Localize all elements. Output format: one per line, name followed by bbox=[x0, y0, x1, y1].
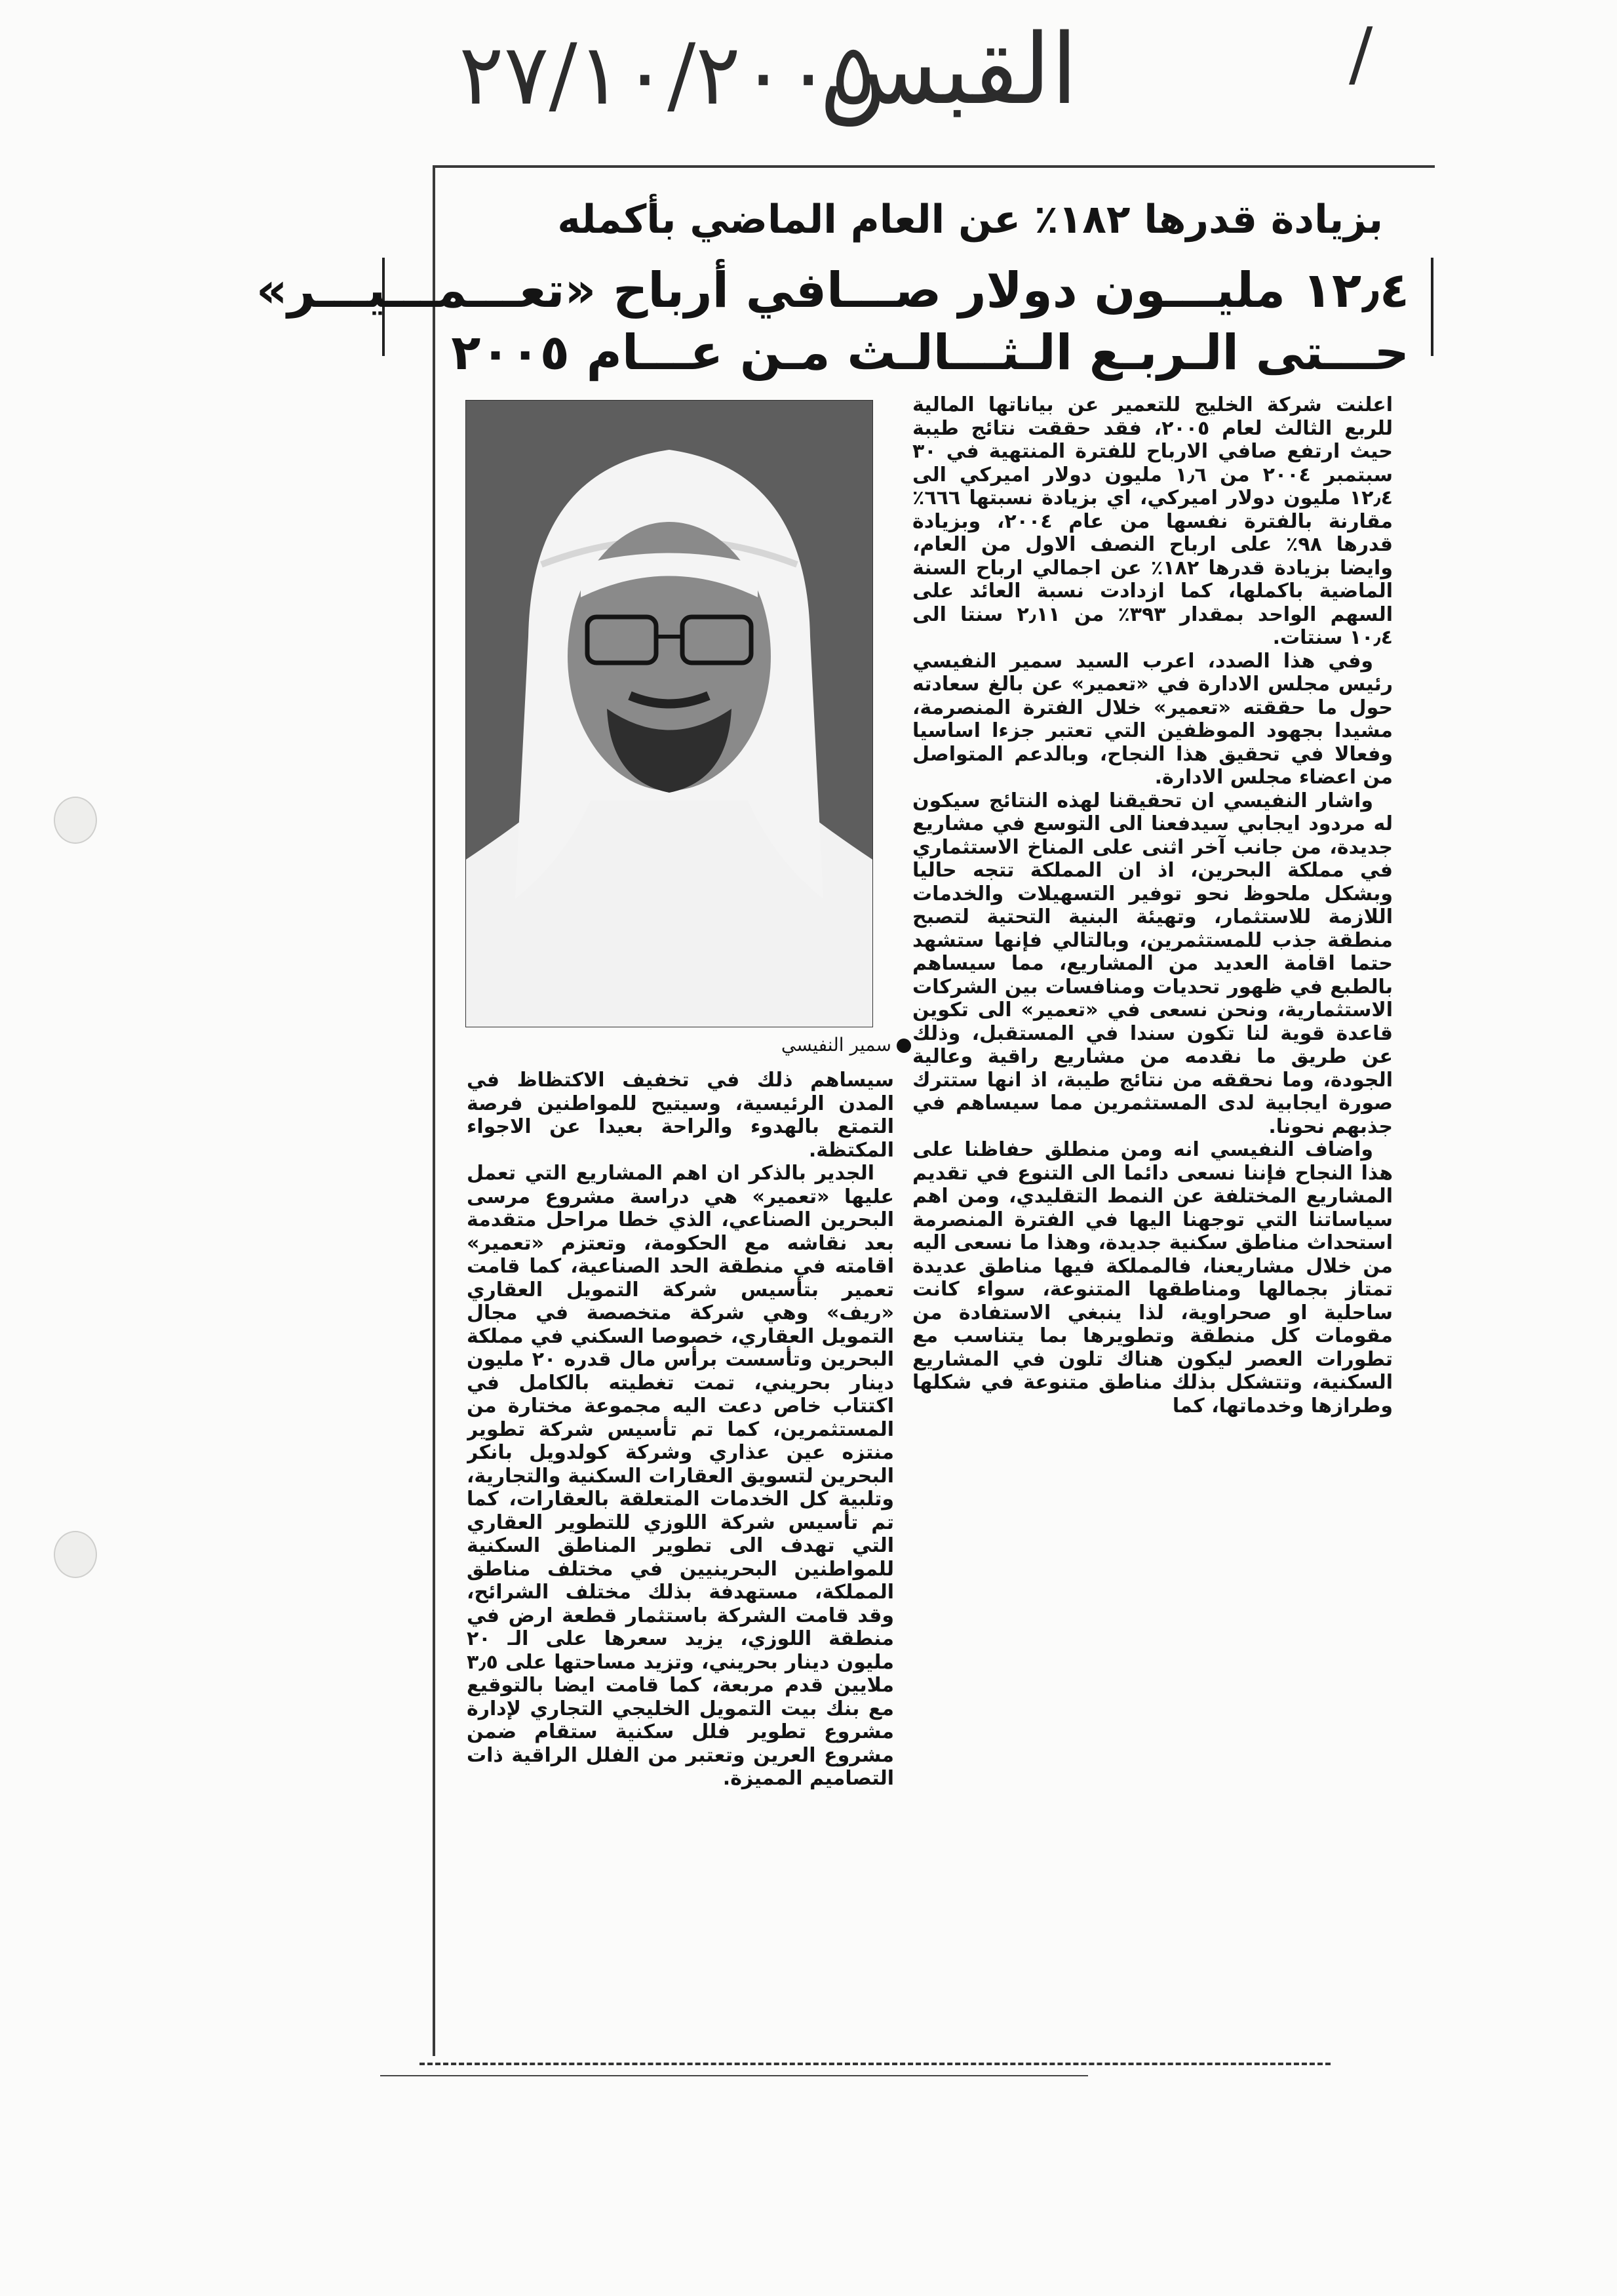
photo-caption-text: سمير النفيسي bbox=[781, 1034, 891, 1056]
column-right-paragraph: واضاف النفيسي انه ومن منطلق حفاظنا على هذا النجاح فإننا نسعى دائما الى التنوع في تقديم المشاريع المختلفة عن النمط التقليدي، ومن اهم سياساتنا التي توجهنا اليها في الفترة المنصرمة استحداث مناطق سكنية جديدة، وهذا ما نسعى اليه من خلال مشاريعنا، فالمملكة فيها مناطق عديدة تمتاز بجمالها ومناطقها المتنوعة، سواء كانت ساحلية او صحراوية، لذا ينبغي الاستفادة من مقومات كل منطقة وتطويرها بما يتناسب مع تطورات العصر ليكون هناك تلون في المشاريع السكنية، وتتشكل بذلك مناطق متنوعة في شكلها وطرازها وخدماتها، كما bbox=[912, 1138, 1393, 1417]
clipping-cut-line bbox=[419, 2063, 1331, 2065]
column-left-paragraph: سيساهم ذلك في تخفيف الاكتظاظ في المدن الرئيسية، وسيتيح للمواطنين فرصة التمتع بالهدوء والراحة بعيدا عن الاجواء المكتظة. bbox=[467, 1069, 894, 1162]
handwritten-mark: / bbox=[1349, 13, 1373, 95]
article-column-left bbox=[467, 1069, 894, 2003]
handwritten-date: ٢٧/١٠/٢٠٠٥ bbox=[459, 26, 876, 124]
article-headline-line1: ١٢٫٤ مليـــون دولار صـــافي أرباح «تعـــمـــيـــر» bbox=[256, 262, 1409, 319]
column-right-paragraph: واشار النفيسي ان تحقيقنا لهذه النتائج سيكون له مردود ايجابي سيدفعنا الى التوسع في مشاريع جديدة، من جانب آخر اثنى على المناخ الاستثماري في مملكة البحرين، اذ ان المملكة تتجه حاليا وبشكل ملحوظ نحو توفير التسهيلات والخدمات اللازمة للاستثمار، وتهيئة البنية التحتية لتصبح منطقة جذب للمستثمرين، وبالتالي فإنها ستشهد حتما اقامة العديد من المشاريع، مما سيساهم بالطبع في ظهور تحديات ومنافسات بين الشركات الاستثمارية، ونحن نسعى في «تعمير» الى تكوين قاعدة قوية لنا تكون سندا في المستقبل، وذلك عن طريق ما نقدمه من مشاريع راقية وعالية الجودة، وما نحققه من نتائج طيبة، اذ انها ستترك صورة ايجابية لدى المستثمرين مما سيساهم في جذبهم نحونا. bbox=[912, 789, 1393, 1138]
article-column-right bbox=[912, 393, 1393, 2068]
bullet-icon bbox=[897, 1039, 911, 1053]
binder-hole-bottom bbox=[54, 1531, 97, 1578]
footer-rule bbox=[380, 2075, 1088, 2076]
photo-caption bbox=[708, 1034, 911, 1056]
handwritten-newspaper-name: القبس bbox=[819, 13, 1078, 126]
binder-hole-top bbox=[54, 797, 97, 844]
column-right-paragraph: اعلنت شركة الخليج للتعمير عن بياناتها المالية للربع الثالث لعام ٢٠٠٥، فقد حققت نتائج طيبة حيث ارتفع صافي الارباح للفترة المنتهية في ٣٠ سبتمبر ٢٠٠٤ من ١٫٦ مليون دولار اميركي الى ١٢٫٤ مليون دولار اميركي، اي بزيادة نسبتها ٦٦٦٪ مقارنة بالفترة نفسها من عام ٢٠٠٤، وبزيادة قدرها ٩٨٪ على ارباح النصف الاول من العام، وايضا بزيادة قدرها ١٨٢٪ عن اجمالي ارباح السنة الماضية باكملها، كما ازدادت نسبة العائد على السهم الواحد بمقدار ٣٩٣٪ من ٢٫١١ سنتا الى ١٠٫٤ سنتات. bbox=[912, 393, 1393, 649]
article-subheadline: بزيادة قدرها ١٨٢٪ عن العام الماضي بأكمله bbox=[557, 197, 1383, 243]
portrait-photo bbox=[465, 400, 873, 1027]
headline-bar-right bbox=[1431, 258, 1433, 356]
portrait-illustration bbox=[466, 401, 872, 1027]
column-right-paragraph: وفي هذا الصدد، اعرب السيد سمير النفيسي رئيس مجلس الادارة في «تعمير» عن بالغ سعادته حول ما حققته «تعمير» خلال الفترة المنصرمة، مشيدا بجهود الموظفين التي تعتبر جزءا اساسيا وفعالا في تحقيق هذا النجاح، وبالدعم المتواصل من اعضاء مجلس الادارة. bbox=[912, 649, 1393, 789]
article-headline-line2: حـــتى الـربـع الـثـــالـث مـن عـــام ٢٠٠٥ bbox=[451, 325, 1409, 381]
column-left-paragraph: الجدير بالذكر ان اهم المشاريع التي تعمل عليها «تعمير» هي دراسة مشروع مرسى البحرين الصناعي، الذي خطا مراحل متقدمة بعد نقاشه مع الحكومة، وتعتزم «تعمير» اقامته في منطقة الحد الصناعية، كما قامت تعمير بتأسيس شركة التمويل العقاري «ريف» وهي شركة متخصصة في مجال التمويل العقاري، خصوصا السكني في مملكة البحرين وتأسست برأس مال قدره ٢٠ مليون دينار بحريني، تمت تغطيته بالكامل في اكتتاب خاص دعت اليه مجموعة مختارة من المستثمرين، كما تم تأسيس شركة تطوير منتزه عين عذاري وشركة كولدويل بانكر البحرين لتسويق العقارات السكنية والتجارية، وتلبية كل الخدمات المتعلقة بالعقارات، كما تم تأسيس شركة اللوزي للتطوير العقاري التي تهدف الى تطوير المناطق السكنية للمواطنين البحرينيين في مختلف مناطق المملكة، مستهدفة بذلك مختلف الشرائح، وقد قامت الشركة باستثمار قطعة ارض في منطقة اللوزي، يزيد سعرها على الـ ٢٠ مليون دينار بحريني، وتزيد مساحتها على ٣٫٥ ملايين قدم مربعة، كما قامت ايضا بالتوقيع مع بنك بيت التمويل الخليجي التجاري لإدارة مشروع تطوير فلل سكنية ستقام ضمن مشروع العرين وتعتبر من الفلل الراقية ذات التصاميم المميزة. bbox=[467, 1162, 894, 1790]
